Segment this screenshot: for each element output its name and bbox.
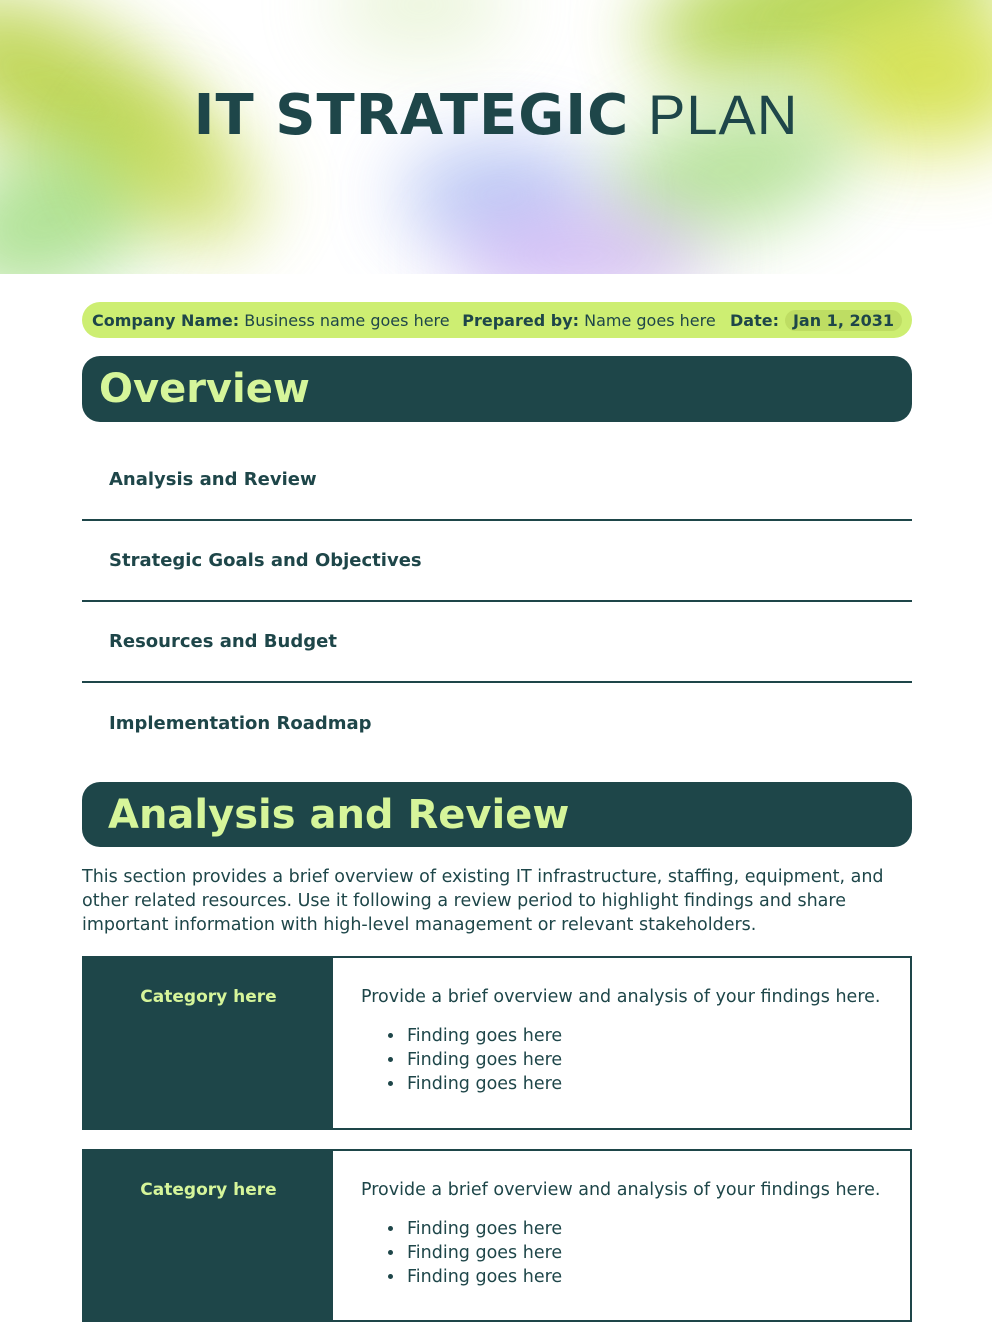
finding-item: • Finding goes here	[405, 1024, 910, 1048]
category-card	[82, 1149, 912, 1322]
analysis-intro-paragraph: This section provides a brief overview of existing IT infrastructure, staffing, equipment, and other related resources. Use it following a review period to highlight findings and share important information with high-level management or relevant stakeholders.	[82, 867, 884, 935]
category-label: Category here	[84, 1151, 333, 1320]
gradient-blob	[330, 0, 510, 50]
company-value: Business name goes here	[244, 310, 450, 330]
prepared-value: Name goes here	[584, 310, 716, 330]
finding-item: • Finding goes here	[405, 1265, 910, 1289]
overview-item-resources[interactable]: Resources and Budget	[82, 602, 912, 683]
document-title	[0, 82, 992, 148]
category-description: Provide a brief overview and analysis of your findings here.	[361, 1180, 881, 1200]
finding-item: • Finding goes here	[405, 1217, 910, 1241]
overview-item-analysis[interactable]: Analysis and Review	[82, 440, 912, 521]
info-bar	[82, 302, 912, 338]
analysis-heading: Analysis and Review	[82, 782, 912, 847]
title-light-part: PLAN	[648, 83, 799, 146]
title-bold-part: IT STRATEGIC	[193, 83, 630, 148]
category-label: Category here	[84, 958, 333, 1128]
overview-item-goals[interactable]: Strategic Goals and Objectives	[82, 521, 912, 602]
prepared-label: Prepared by:	[462, 310, 580, 330]
overview-item-roadmap[interactable]: Implementation Roadmap	[109, 713, 372, 734]
date-label: Date:	[729, 310, 779, 330]
finding-item: • Finding goes here	[405, 1072, 910, 1096]
finding-item: • Finding goes here	[405, 1241, 910, 1265]
category-description: Provide a brief overview and analysis of your findings here.	[361, 987, 881, 1007]
finding-item: • Finding goes here	[405, 1048, 910, 1072]
category-content	[333, 1151, 910, 1320]
date-info	[730, 310, 902, 331]
date-value: Jan 1, 2031	[785, 310, 902, 331]
overview-heading: Overview	[82, 356, 912, 422]
category-content	[333, 958, 910, 1128]
findings-list	[361, 1217, 910, 1289]
company-label: Company Name:	[92, 310, 240, 330]
category-card	[82, 956, 912, 1130]
overview-list	[82, 440, 912, 764]
company-info	[92, 311, 450, 330]
prepared-info	[462, 311, 715, 330]
findings-list	[361, 1024, 910, 1096]
